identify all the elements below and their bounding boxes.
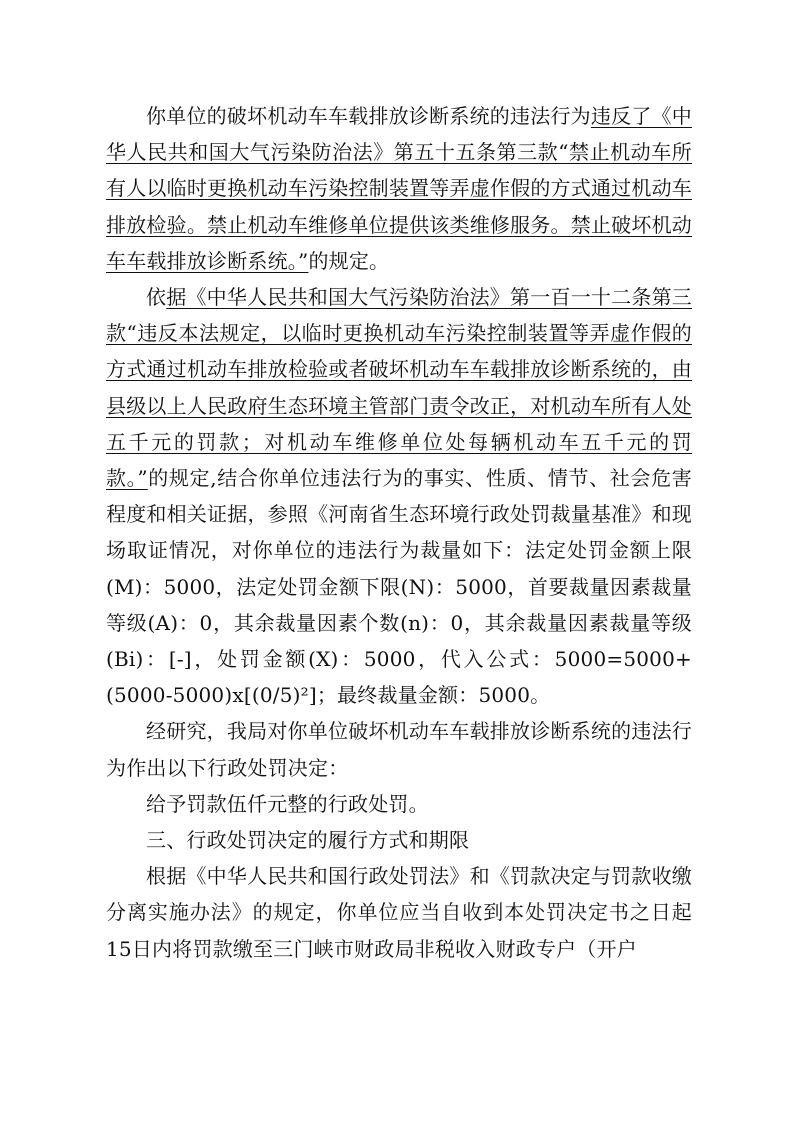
paragraph-penalty — [106, 786, 692, 822]
text-segment: 经研究，我局对你单位破坏机动车车载排放诊断系统的违法行为作出以下行政处罚决定： — [106, 719, 692, 780]
paragraph-violation — [106, 98, 692, 279]
paragraph-decision — [106, 713, 692, 785]
underlined-penalty-clause: 据《中华人民共和国大气污染防治法》第一百一十二条第三款“违反本法规定，以临时更换机动车污染控制装置等弄虚作假的方式通过机动车排放检验或者破坏机动车车载排放诊断系统的，由县级以上人民政府生态环境主管部门责令改正，对机动车所有人处五千元的罚款；对机动车维修单位处每辆机动车五千元的罚款。” — [106, 285, 693, 491]
text-segment: 你单位的破坏机动车车载排放诊断系统的违法行为 — [146, 104, 591, 128]
section-heading — [106, 822, 692, 858]
underlined-legal-citation: 违反了《中华人民共和国大气污染防治法》第五十五条第三款“禁止机动车所有人以临时更换机动车污染控制装置等弄虚作假的方式通过机动车排放检验。禁止机动车维修单位提供该类维修服务。禁止破坏机动车车载排放诊断系统。” — [106, 104, 692, 273]
text-segment: 根据《中华人民共和国行政处罚法》和《罚款决定与罚款收缴分离实施办法》的规定，你单位应当自收到本处罚决定书之日起15日内将罚款缴至三门峡市财政局非税收入财政专户（开户 — [106, 864, 692, 961]
text-segment: 给予罚款伍仟元整的行政处罚。 — [146, 791, 429, 816]
text-segment: 依 — [146, 285, 167, 310]
paragraph-payment — [106, 858, 692, 967]
paragraph-legal-basis — [106, 279, 692, 713]
text-segment: 三、行政处罚决定的履行方式和期限 — [146, 828, 470, 853]
discretion-calculation: 的规定,结合你单位违法行为的事实、性质、情节、社会危害程度和相关证据，参照《河南省生态环境行政处罚裁量基准》和现场取证情况，对你单位的违法行为裁量如下：法定处罚金额上限(M)：5000，法定处罚金额下限(N)：5000，首要裁量因素裁量等级(A)：0，其余裁量因素个数(n)：0，其余裁量因素裁量等级(Bi)：[-]，处罚金额(X)：5000，代入公式：5000=5000+(5000-5000)x[(0/5)²]；最终裁量金额：5000。 — [106, 466, 692, 708]
document-body — [106, 98, 692, 967]
text-segment: 的规定。 — [308, 248, 390, 273]
